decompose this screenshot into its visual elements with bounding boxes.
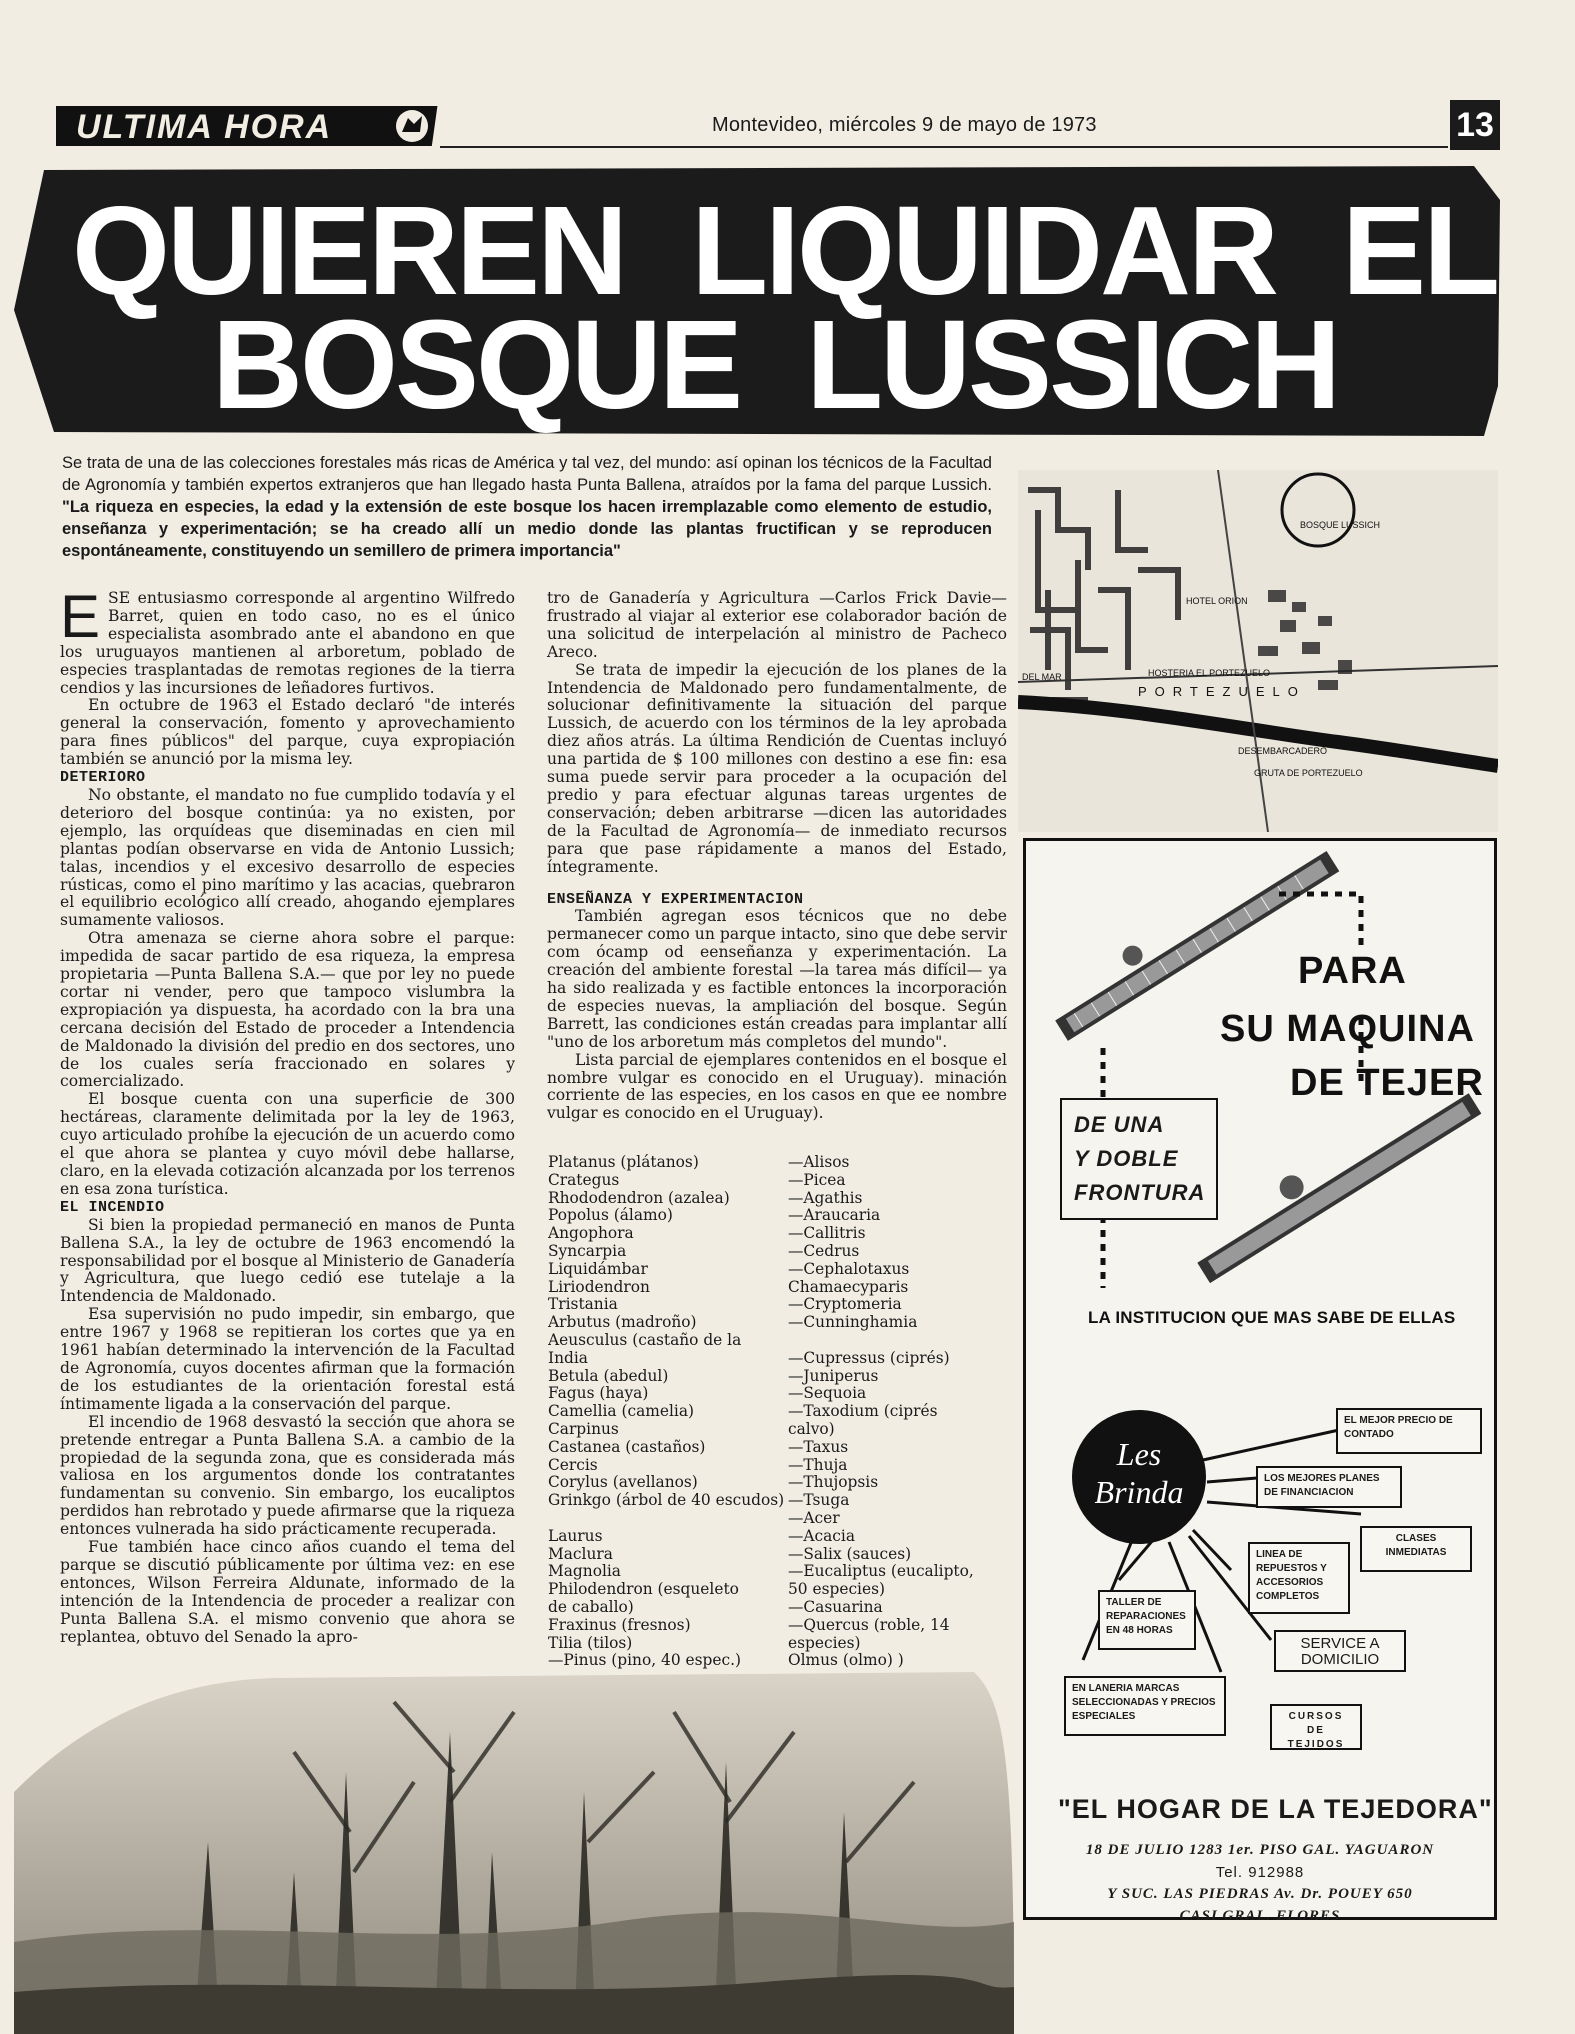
map-label: HOTEL ORION xyxy=(1186,596,1248,606)
species-item: —Tsuga xyxy=(788,1492,850,1510)
species-item: —Salix (sauces) xyxy=(788,1545,912,1563)
ad-tagline: LA INSTITUCION QUE MAS SABE DE ELLAS xyxy=(1088,1308,1456,1327)
benefit-precio: EL MEJOR PRECIO DE CONTADO xyxy=(1336,1408,1482,1454)
subheading-incendio: EL INCENDIO xyxy=(60,1198,165,1216)
species-item: —Taxus xyxy=(788,1438,849,1456)
species-item: Crategus xyxy=(548,1171,620,1189)
store-phone: Tel. 912988 xyxy=(1215,1864,1305,1881)
species-item: —Cunninghamia xyxy=(788,1314,918,1332)
species-item: Carpinus xyxy=(548,1420,619,1438)
benefit-clases: CLASES INMEDIATAS xyxy=(1360,1526,1472,1572)
frontura-line-2: Y DOBLE xyxy=(1074,1146,1179,1171)
article-paragraph: Fue también hace cinco años cuando el tema del parque se discutió públicamente por última vez: en ese entonces, Wilson Ferreira Aldunate, informado de la intención de la Intendencia de proceder a realizar con Punta Ballena S.A. el mismo convenio que ahora se replantea, obtuvo del Senado la apro- xyxy=(60,1538,515,1646)
area-map xyxy=(1018,470,1498,832)
species-item: —Cephalotaxus xyxy=(788,1260,910,1278)
species-item: —Juniperus xyxy=(788,1367,879,1385)
brinda-word: Brinda xyxy=(1094,1474,1184,1510)
species-item: Laurus xyxy=(548,1527,603,1545)
article-column-2 xyxy=(547,590,1007,1123)
article-paragraph: En octubre de 1963 el Estado declaró "de interés general la conservación, fomento y aprovechamiento para fines públicos" del parque, cuya expropiación también se anunció por la misma ley. xyxy=(60,696,515,769)
species-item: —Acacia xyxy=(788,1527,856,1545)
frontura-line-1: DE UNA xyxy=(1074,1112,1165,1137)
species-item: —Casuarina xyxy=(788,1598,883,1616)
store-address: 18 DE JULIO 1283 1er. PISO GAL. YAGUARON xyxy=(1085,1842,1435,1858)
species-item: Tilia (tilos) xyxy=(548,1634,633,1652)
species-item: —Cryptomeria xyxy=(788,1296,902,1314)
store-branch: Y SUC. LAS PIEDRAS Av. Dr. POUEY 650 xyxy=(1107,1886,1413,1902)
ultima-hora-logo xyxy=(56,102,438,150)
headline-line-2: BOSQUE LUSSICH xyxy=(212,294,1339,435)
species-item: —Acer xyxy=(788,1509,840,1527)
species-item: Philodendron (esqueleto xyxy=(548,1581,739,1599)
frontura-line-3: FRONTURA xyxy=(1074,1180,1206,1205)
species-item: Grinkgo (árbol de 40 escudos) xyxy=(548,1492,785,1510)
species-item: Angophora xyxy=(548,1225,634,1243)
species-item: Camellia (camelia) xyxy=(548,1403,695,1421)
species-item: Fraxinus (fresnos) xyxy=(548,1616,691,1634)
benefit-taller: TALLER DE REPARACIONES EN 48 HORAS xyxy=(1098,1590,1196,1650)
species-item: —Cedrus xyxy=(788,1242,860,1260)
lead-text: Se trata de una de las colecciones forestales más ricas de América y tal vez, del mundo: así opinan los técnicos de la Facultad de Agronomía y también expertos extranjeros que han llegado hasta Punta Ballena, atraídos por la fama del parque Lussich. xyxy=(62,454,992,494)
species-item: —Quercus (roble, 14 xyxy=(788,1616,950,1634)
dateline: Montevideo, miércoles 9 de mayo de 1973 xyxy=(712,114,1097,136)
species-item: Olmus (olmo) ) xyxy=(788,1652,904,1670)
species-item: —Callitris xyxy=(788,1225,866,1243)
article-paragraph: ESE entusiasmo corresponde al argentino Wilfredo Barret, quien en todo caso, no es el único especialista asombrado ante el abandono en que los uruguayos mantienen al arboretum, poblado de especies trasplantadas de remotas regiones de la tierra cendios y las incursiones de leñadores furtivos. xyxy=(60,583,515,697)
benefit-repuestos: LINEA DE REPUESTOS Y ACCESORIOS COMPLETOS xyxy=(1248,1542,1350,1614)
species-item: Betula (abedul) xyxy=(548,1367,669,1385)
species-item: —Cupressus (ciprés) xyxy=(788,1349,950,1367)
forest-photo xyxy=(14,1672,1014,2034)
species-item: Cercis xyxy=(548,1456,598,1474)
species-item: Magnolia xyxy=(548,1563,621,1581)
article-column-1 xyxy=(60,583,515,1646)
article-paragraph: El incendio de 1968 desvastó la sección que ahora se pretende entregar a Punta Ballena S.A. a cambio de la propiedad de la segunda zona, que es considerada más valiosa en los argumentos donde los contratantes fundamentan su convenio. Sin embargo, los eucaliptos perdidos han rebrotado y puede afirmarse que la riqueza entonces vulnerada ha sido prácticamente recuperada. xyxy=(60,1412,515,1539)
benefit-laneria: EN LANERIA MARCAS SELECCIONADAS Y PRECIOS ESPECIALES xyxy=(1064,1676,1226,1736)
ad-headline-maquina: SU MAQUINA xyxy=(1220,1008,1475,1050)
article-paragraph: Si bien la propiedad permaneció en manos de Punta Ballena S.A., la ley de octubre de 1963 encomendó la responsabilidad por el bosque al Ministerio de Ganadería y Agricultura, que luego cedió ese tutelaje a la Intendencia de Maldonado. xyxy=(60,1215,515,1306)
species-item: India xyxy=(548,1349,588,1367)
map-label: PORTEZUELO xyxy=(1138,684,1306,699)
logo-text: ULTIMA HORA xyxy=(76,108,333,146)
species-list-right xyxy=(788,1154,1008,1670)
species-item: Platanus (plátanos) xyxy=(548,1154,699,1171)
species-item: Liriodendron xyxy=(548,1278,650,1296)
article-paragraph: Esa supervisión no pudo impedir, sin embargo, que entre 1967 y 1968 se repitieran los cortes que ya en 1961 habían determinado la intervención de la Facultad de Agronomía, cuyos docentes afirman que la formación de los estudiantes de la orientación forestal está íntimamente ligada a la conservación del parque. xyxy=(60,1305,515,1413)
species-item: 50 especies) xyxy=(788,1581,885,1599)
species-item xyxy=(548,1510,788,1528)
drop-cap: E xyxy=(60,583,101,650)
species-list-left xyxy=(548,1154,788,1670)
species-item: —Thujopsis xyxy=(788,1474,879,1492)
subheading-deterioro: DETERIORO xyxy=(60,769,146,787)
species-item: especies) xyxy=(788,1634,861,1652)
ad-headline-para: PARA xyxy=(1298,950,1407,992)
species-item: Liquidámbar xyxy=(548,1260,648,1278)
subheading-ensenanza: ENSEÑANZA Y EXPERIMENTACION xyxy=(547,890,804,908)
species-item: Syncarpia xyxy=(548,1242,627,1260)
article-paragraph: tro de Ganadería y Agricultura —Carlos Frick Davie— frustrado al viajar al exterior ese colaborador bación de una solicitud de interpelación al ministro de Pacheco Areco. xyxy=(547,589,1007,661)
article-paragraph: No obstante, el mandato no fue cumplido todavía y el deterioro del bosque continúa: ya no existen, por ejemplo, las orquídeas que diseminadas en cien mil plantas podían observarse en vida de Antonio Lussich; talas, incendios y el excesivo desarrollo de especies rústicas, como el pino marítimo y las acacias, quebraron el equilibrio ecológico allí creado, ahogando ejemplares sumamente valiosos. xyxy=(60,785,515,930)
lead-quote: "La riqueza en especies, la edad y la extensión de este bosque los hacen irremplazable como elemento de estudio, enseñanza y experimentación; se ha creado allí un medio donde las plantas fructifican y se reproducen espontáneamente, constituyendo un semillero de primera importancia" xyxy=(62,498,992,560)
species-item: —Alisos xyxy=(788,1154,850,1171)
headline-line-1: QUIEREN LIQUIDAR EL xyxy=(72,180,1498,321)
map-label: DESEMBARCADERO xyxy=(1238,746,1328,756)
lead-paragraph xyxy=(62,452,992,562)
article-paragraph: Otra amenaza se cierne ahora sobre el parque: impedida de sacar partido de esa riqueza, la empresa propietaria —Punta Ballena S.A.— que por ley no puede cortar ni vender, pero que tampoco vislumbra la expropiación ya dispuesta, ha acordado con la bra una cercana decisión del Estado de proceder a Intendencia de Maldonado la división del predio en dos sectores, uno de los cuales sería fraccionado en solares y comercializado. xyxy=(60,929,515,1091)
store-name: "EL HOGAR DE LA TEJEDORA" xyxy=(1058,1794,1493,1824)
map-label: DEL MAR xyxy=(1022,672,1062,682)
species-item: Fagus (haya) xyxy=(548,1385,649,1403)
species-item: —Picea xyxy=(788,1171,846,1189)
map-label: HOSTERIA EL PORTEZUELO xyxy=(1148,668,1271,678)
species-item: Rhododendron (azalea) xyxy=(548,1189,730,1207)
article-paragraph: También agregan esos técnicos que no debe permanecer como un parque intacto, sino que debe servir com ócamp od eenseñanza y experimentación. La creación del ambiente forestal —la tarea más difícil— ya ha sido realizada y es factible entonces la incorporación de especies nuevas, la ampliación del bosque. Según Barrett, las condiciones están creadas para implantar allí "uno de los arboretum más completos del mundo". xyxy=(547,907,1007,1051)
species-item: —Taxodium (ciprés xyxy=(788,1403,938,1421)
map-label: BOSQUE LUSSICH xyxy=(1300,520,1381,530)
species-item: —Thuja xyxy=(788,1456,848,1474)
species-item: de caballo) xyxy=(548,1598,634,1616)
benefit-cursos: CURSOS DE TEJIDOS xyxy=(1270,1704,1362,1750)
species-item: Corylus (avellanos) xyxy=(548,1474,698,1492)
species-item: —Sequoia xyxy=(788,1385,867,1403)
species-item: Popolus (álamo) xyxy=(548,1207,673,1225)
species-item: —Araucaria xyxy=(788,1207,881,1225)
store-branch-street: CASI GRAL. FLORES xyxy=(1179,1908,1341,1924)
species-item: Aeusculus (castaño de la xyxy=(548,1331,742,1349)
benefit-planes: LOS MEJORES PLANES DE FINANCIACION xyxy=(1256,1466,1402,1508)
page-number: 13 xyxy=(1450,100,1500,150)
map-label: GRUTA DE PORTEZUELO xyxy=(1254,768,1363,778)
species-item: calvo) xyxy=(788,1420,835,1438)
masthead-rule xyxy=(440,146,1448,148)
article-paragraph: Lista parcial de ejemplares contenidos en el bosque el nombre vulgar es conocido en el Uruguay). minación corriente de las especies, en los casos en que ee nombre vulgar es conocido en el Uruguay). xyxy=(547,1050,1007,1123)
species-item: Castanea (castaños) xyxy=(548,1438,706,1456)
species-item: —Agathis xyxy=(788,1189,863,1207)
species-item: Tristania xyxy=(548,1296,618,1314)
les-word: Les xyxy=(1116,1436,1162,1472)
species-item: Maclura xyxy=(548,1545,613,1563)
species-item: Chamaecyparis xyxy=(788,1278,909,1296)
ad-headline-tejer: DE TEJER xyxy=(1290,1062,1484,1104)
article-paragraph: El bosque cuenta con una superficie de 300 hectáreas, claramente delimitada por la ley de 1963, cuyo articulado prohíbe la ejecución de un acuerdo como el que ahora se plantea y cuyo móvil debe hallarse, claro, en la elevada cotización alcanzada por los terrenos en esa zona turística. xyxy=(60,1090,515,1198)
species-item: —Pinus (pino, 40 espec.) xyxy=(548,1652,741,1670)
species-item: Arbutus (madroño) xyxy=(548,1314,697,1332)
article-paragraph: Se trata de impedir la ejecución de los planes de la Intendencia de Maldonado pero fundamentalmente, de solucionar definitivamente la situación del parque Lussich, de acuerdo con los términos de la ley aprobada diez años atrás. La última Rendición de Cuentas incluyó una partida de $ 100 millones con destino a ese fin: esa suma puede servir para proceder a la ocupación del predio y para efectuar algunas tareas urgentes de conservación; deben arbitrarse —dicen las autoridades de la Facultad de Agronomía— de inmediato recursos para que pase rápidamente a manos del Estado, íntegramente. xyxy=(547,660,1007,876)
benefit-service: SERVICE A DOMICILIO xyxy=(1274,1630,1406,1672)
species-item: —Eucaliptus (eucalipto, xyxy=(788,1563,974,1581)
species-item xyxy=(788,1332,1008,1350)
